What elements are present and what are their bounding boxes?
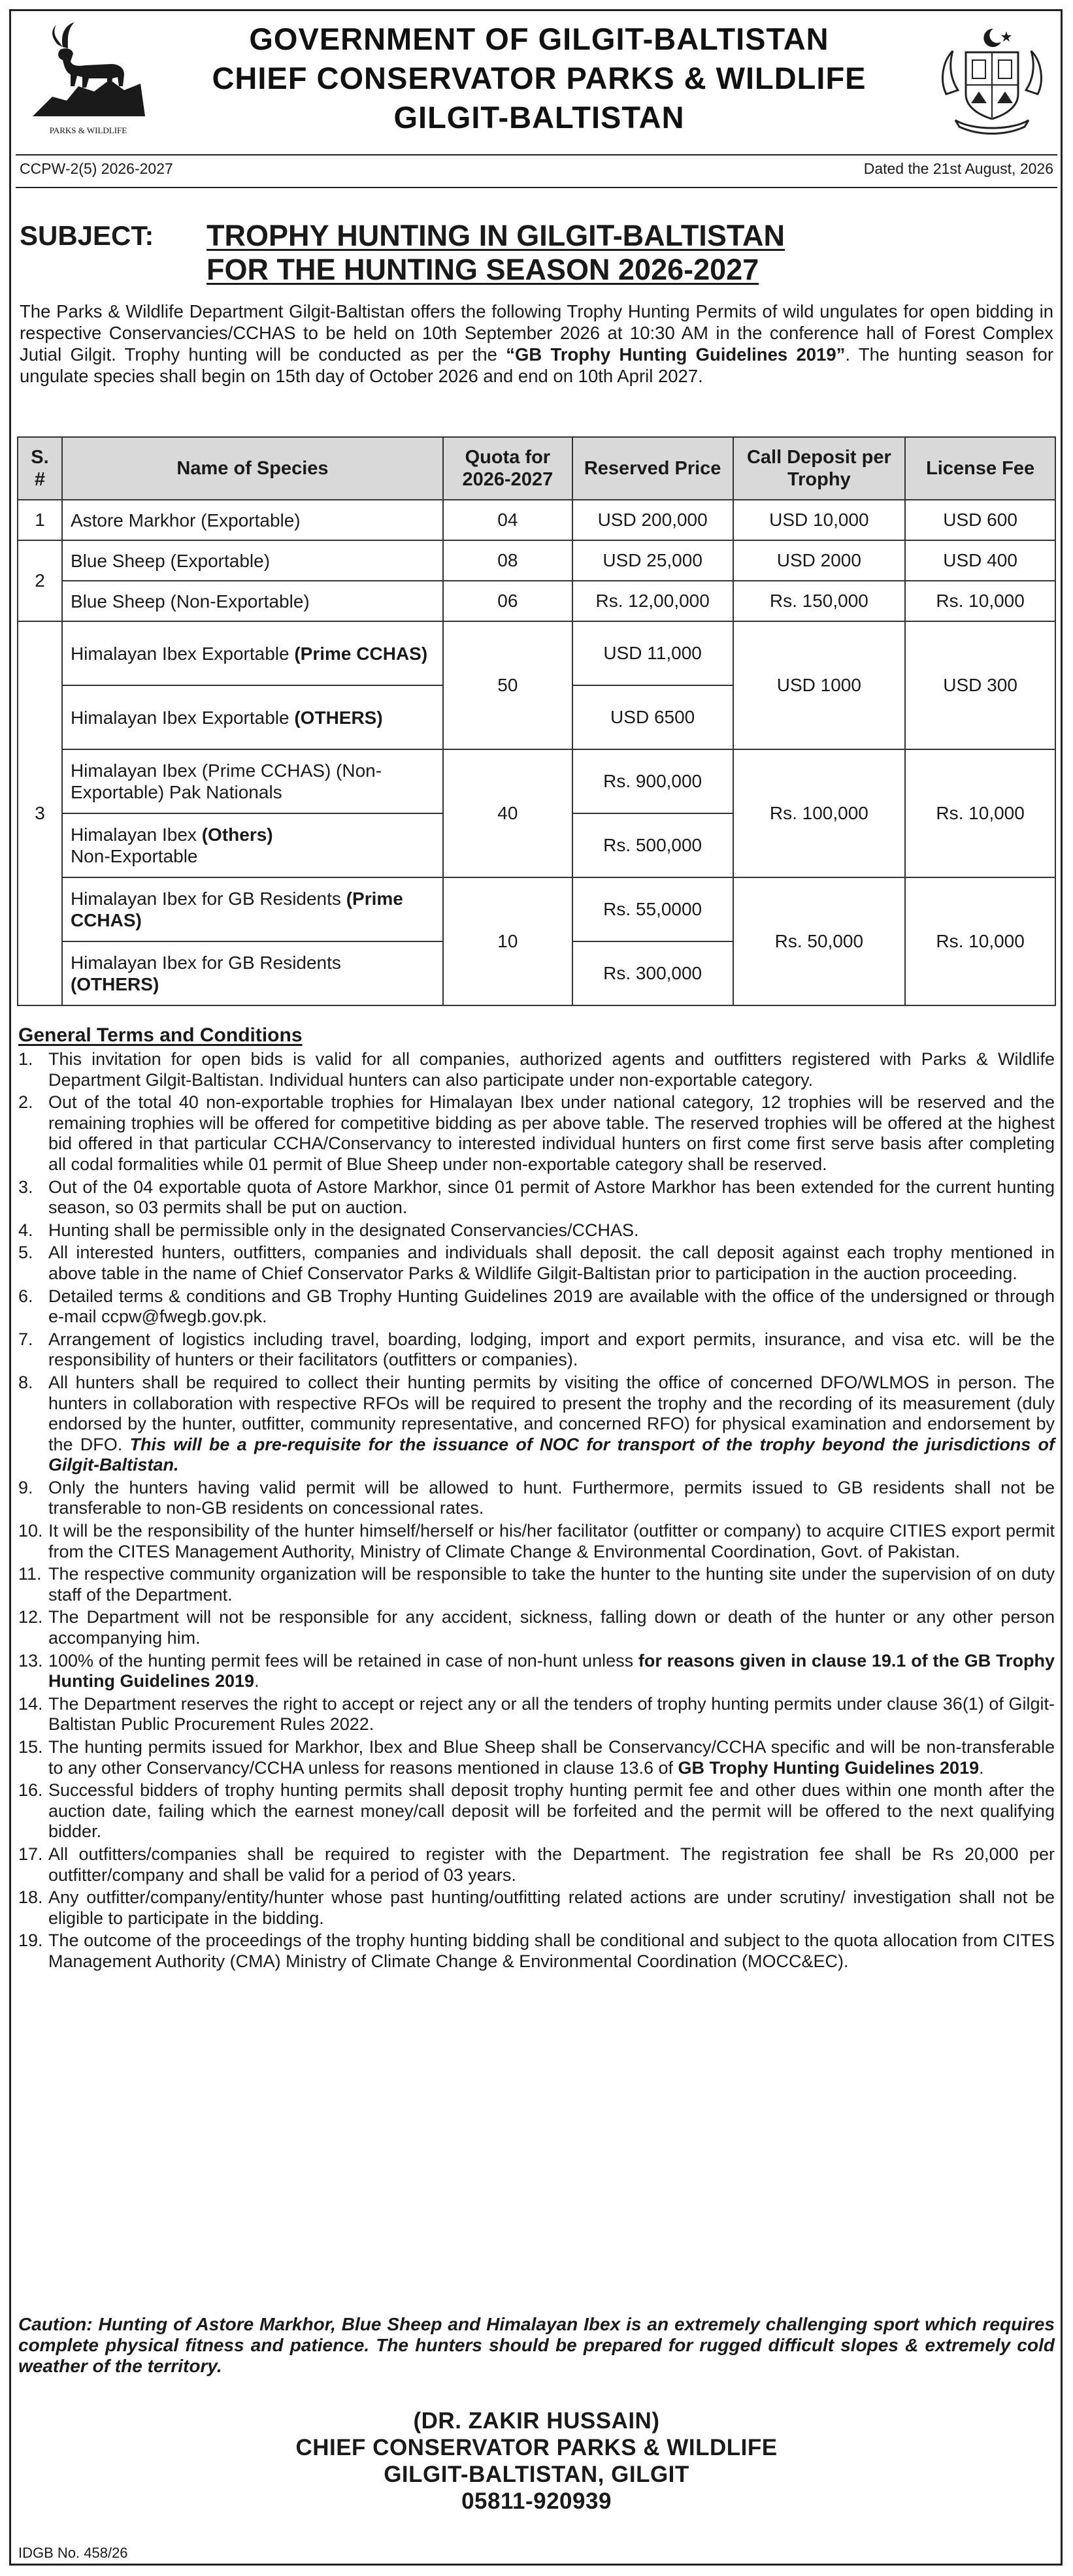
- cell-call-deposit: USD 1000: [733, 621, 906, 749]
- cell-reserved-price: Rs. 900,000: [572, 749, 733, 813]
- term-item: 13. 100% of the hunting permit fees will be retained in case of non-hunt unless for reasons given in clause 19.1 of the GB Trophy Hunting Guidelines 2019.: [18, 1650, 1055, 1691]
- subject-title-line-1: TROPHY HUNTING IN GILGIT-BALTISTAN: [206, 219, 785, 252]
- table-row: [18, 540, 1055, 581]
- terms-list: [18, 1049, 1055, 1974]
- subject-label: SUBJECT:: [20, 220, 154, 251]
- term-item: 5. All interested hunters, outfitters, companies and individuals shall deposit. the call deposit against each trophy mentioned in above table in the name of Chief Conservator Parks & Wildlife Gilgit-Baltistan prior to participation in the auction proceeding.: [18, 1243, 1055, 1283]
- cell-quota: 10: [443, 877, 572, 1005]
- table-row: [18, 749, 1055, 813]
- table-header-row: [18, 437, 1055, 500]
- subject-title-line-2: FOR THE HUNTING SEASON 2026-2027: [206, 253, 759, 286]
- document-date: Dated the 21st August, 2026: [863, 160, 1053, 177]
- term-item: 7. Arrangement of logistics including travel, boarding, lodging, import and export permits, insurance, and visa etc. will be the responsibility of hunters or their facilitators (outfitters or companies).: [18, 1329, 1055, 1370]
- reference-row: [20, 160, 1053, 180]
- letterhead: [163, 20, 915, 137]
- intro-text: The Parks & Wildlife Department Gilgit-Baltistan offers the following Trophy Hunting Permits of wild ungulates for open bidding in respective Conservancies/CCHAS to be held on 10th September 2026 at 10:30 AM in the conference hall of Forest Complex Jutial Gilgit. Trophy hunting will be conducted as per the: [20, 301, 1053, 365]
- cell-reserved-price: USD 11,000: [572, 621, 733, 685]
- guidelines-reference: “GB Trophy Hunting Guidelines 2019”: [506, 344, 846, 365]
- trophy-permit-table: [17, 436, 1056, 1006]
- svg-text:PARKS & WILDLIFE: PARKS & WILDLIFE: [49, 125, 127, 135]
- cell-call-deposit: Rs. 100,000: [733, 749, 906, 877]
- term-item: 6. Detailed terms & conditions and GB Trophy Hunting Guidelines 2019 are available with the office of the undersigned or through e-mail ccpw@fwegb.gov.pk.: [18, 1286, 1055, 1327]
- signatory-name: (DR. ZAKIR HUSSAIN): [413, 2408, 660, 2434]
- cell-quota: 06: [443, 581, 572, 621]
- cell-species: Himalayan Ibex Exportable (Prime CCHAS): [62, 621, 443, 685]
- cell-species: Astore Markhor (Exportable): [62, 500, 443, 540]
- intro-paragraph: [20, 301, 1053, 387]
- col-header-license-fee: License Fee: [905, 437, 1055, 500]
- cell-species: Himalayan Ibex (Others) Non-Exportable: [62, 813, 443, 877]
- parks-wildlife-logo: [26, 18, 150, 142]
- cell-license-fee: Rs. 10,000: [905, 877, 1055, 1005]
- reference-number: CCPW-2(5) 2026-2027: [20, 160, 173, 177]
- cell-species: Himalayan Ibex for GB Residents (Prime CCHAS): [62, 877, 443, 941]
- signature-block: [0, 2407, 1073, 2515]
- cell-species: Himalayan Ibex Exportable (OTHERS): [62, 685, 443, 749]
- term-item: 12. The Department will not be responsible for any accident, sickness, falling down or death of the hunter or any other person accompanying him.: [18, 1607, 1055, 1648]
- letterhead-line-1: GOVERNMENT OF GILGIT-BALTISTAN: [249, 22, 829, 56]
- table-row: [18, 500, 1055, 540]
- cell-quota: 08: [443, 540, 572, 581]
- cell-call-deposit: USD 10,000: [733, 500, 906, 540]
- cell-reserved-price: Rs. 500,000: [572, 813, 733, 877]
- term-item: 10. It will be the responsibility of the hunter himself/herself or his/her facilitator (outfitter or company) to acquire CITIES export permit from the CITES Management Authority, Ministry of Climate Change & Environmental Coordination, Govt. of Pakistan.: [18, 1521, 1055, 1561]
- term-item: 17. All outfitters/companies shall be required to register with the Department. The registration fee shall be Rs 20,000 per outfitter/company and shall be valid for a period of 03 years.: [18, 1844, 1055, 1885]
- cell-quota: 40: [443, 749, 572, 877]
- table-row: [18, 877, 1055, 941]
- cell-license-fee: USD 400: [905, 540, 1055, 581]
- cell-license-fee: Rs. 10,000: [905, 581, 1055, 621]
- term-item: 2. Out of the total 40 non-exportable trophies for Himalayan Ibex under national category, 12 trophies will be reserved and the remaining trophies will be offered for competitive bidding as per above table. The reserved trophies will be offered at the highest bid offered in that particular CCHA/Conservancy to interested individual hunters on first come first serve basis after completing all codal formalities while 01 permit of Blue Sheep under non-exportable category shall be reserved.: [18, 1092, 1055, 1174]
- cell-sno: 1: [18, 500, 62, 540]
- cell-species: Himalayan Ibex for GB Residents (OTHERS): [62, 941, 443, 1005]
- cell-reserved-price: USD 25,000: [572, 540, 733, 581]
- table-row: [18, 621, 1055, 685]
- intro-text-end: . The hunting season for ungulate species shall begin on 15th day of October 2026 and end on 10th April 2027.: [20, 344, 1053, 386]
- col-header-sno: S. #: [18, 437, 62, 500]
- gilgit-baltistan-emblem: [933, 22, 1051, 140]
- terms-heading: General Terms and Conditions: [18, 1024, 303, 1046]
- term-item: 14. The Department reserves the right to accept or reject any or all the tenders of trophy hunting permits under clause 36(1) of Gilgit-Baltistan Public Procurement Rules 2022.: [18, 1693, 1055, 1735]
- term-item: 4. Hunting shall be permissible only in the designated Conservancies/CCHAS.: [18, 1220, 639, 1240]
- cell-sno: 3: [18, 621, 62, 1005]
- term-item: 11. The respective community organization will be responsible to take the hunter to the hunting site under the supervision of on duty staff of the Department.: [18, 1564, 1055, 1605]
- cell-quota: 04: [443, 500, 572, 540]
- cell-reserved-price: Rs. 12,00,000: [572, 581, 733, 621]
- table-row: [18, 581, 1055, 621]
- col-header-call-deposit: Call Deposit per Trophy: [733, 437, 906, 500]
- cell-reserved-price: USD 6500: [572, 685, 733, 749]
- term-item: 18. Any outfitter/company/entity/hunter whose past hunting/outfitting related actions are under scrutiny/ investigation shall not be eligible to participate in the bidding.: [18, 1887, 1055, 1928]
- signatory-phone: 05811-920939: [461, 2488, 612, 2514]
- cell-reserved-price: Rs. 55,0000: [572, 877, 733, 941]
- col-header-reserved-price: Reserved Price: [572, 437, 733, 500]
- emblem-icon: [933, 22, 1051, 140]
- signatory-location: GILGIT-BALTISTAN, GILGIT: [384, 2462, 689, 2487]
- cell-license-fee: Rs. 10,000: [905, 749, 1055, 877]
- term-item: 8. All hunters shall be required to collect their hunting permits by visiting the office of concerned DFO/WLMOS in person. The hunters in collaboration with respective RFOs will be required to present the trophy and the recording of its measurement (duly endorsed by the hunter, outfitter, community representative, and concerned RFO) for physical examination and endorsement by the DFO. This will be a pre-requisite for the issuance of NOC for transport of the trophy beyond the jurisdictions of Gilgit-Baltistan.: [18, 1372, 1055, 1475]
- term-item: 19. The outcome of the proceedings of the trophy hunting bidding shall be conditional and subject to the quota allocation from CITES Management Authority (CMA) Ministry of Climate Change & Environmental Coordination (MOCC&EC).: [18, 1931, 1055, 1971]
- term-item: 3. Out of the 04 exportable quota of Astore Markhor, since 01 permit of Astore Markhor has been extended for the current hunting season, so 03 permits shall be put on auction.: [18, 1177, 1055, 1218]
- col-header-species: Name of Species: [62, 437, 443, 500]
- caution-note: Caution: Hunting of Astore Markhor, Blue Sheep and Himalayan Ibex is an extremely challenging sport which requires complete physical fitness and patience. The hunters should be prepared for rugged difficult slopes & extremely cold weather of the territory.: [18, 2314, 1055, 2376]
- letterhead-line-3: GILGIT-BALTISTAN: [393, 100, 685, 135]
- footer-id: IDGB No. 458/26: [18, 2545, 128, 2561]
- term-item: 15. The hunting permits issued for Markhor, Ibex and Blue Sheep shall be Conservancy/CCHA specific and will be non-transferable to any other Conservancy/CCHA unless for reasons mentioned in clause 13.6 of GB Trophy Hunting Guidelines 2019.: [18, 1737, 1055, 1778]
- signatory-title: CHIEF CONSERVATOR PARKS & WILDLIFE: [295, 2435, 778, 2460]
- cell-license-fee: USD 300: [905, 621, 1055, 749]
- cell-license-fee: USD 600: [905, 500, 1055, 540]
- reference-divider: [16, 187, 1057, 188]
- cell-sno: 2: [18, 540, 62, 621]
- cell-call-deposit: Rs. 150,000: [733, 581, 906, 621]
- header-divider: [16, 154, 1057, 155]
- subject-title: [206, 219, 785, 287]
- cell-species: Himalayan Ibex (Prime CCHAS) (Non-Exportable) Pak Nationals: [62, 749, 443, 813]
- letterhead-line-2: CHIEF CONSERVATOR PARKS & WILDLIFE: [212, 61, 867, 95]
- cell-species: Blue Sheep (Non-Exportable): [62, 581, 443, 621]
- term-item: 1. This invitation for open bids is valid for all companies, authorized agents and outfitters registered with Parks & Wildlife Department Gilgit-Baltistan. Individual hunters can also participate under non-exportable category.: [18, 1049, 1055, 1090]
- cell-species: Blue Sheep (Exportable): [62, 540, 443, 581]
- term-item: 16. Successful bidders of trophy hunting permits shall deposit trophy hunting permit fee and other dues within one month after the auction date, failing which the earnest money/call deposit will be forfeited and the permit will be offered to the next qualifying bidder.: [18, 1780, 1055, 1842]
- cell-call-deposit: USD 2000: [733, 540, 906, 581]
- col-header-quota: Quota for 2026-2027: [443, 437, 572, 500]
- markhor-icon: [26, 18, 150, 142]
- cell-call-deposit: Rs. 50,000: [733, 877, 906, 1005]
- cell-reserved-price: Rs. 300,000: [572, 941, 733, 1005]
- cell-quota: 50: [443, 621, 572, 749]
- cell-reserved-price: USD 200,000: [572, 500, 733, 540]
- term-item: 9. Only the hunters having valid permit will be allowed to hunt. Furthermore, permits issued to GB residents shall not be transferable to non-GB residents on concessional rates.: [18, 1477, 1055, 1518]
